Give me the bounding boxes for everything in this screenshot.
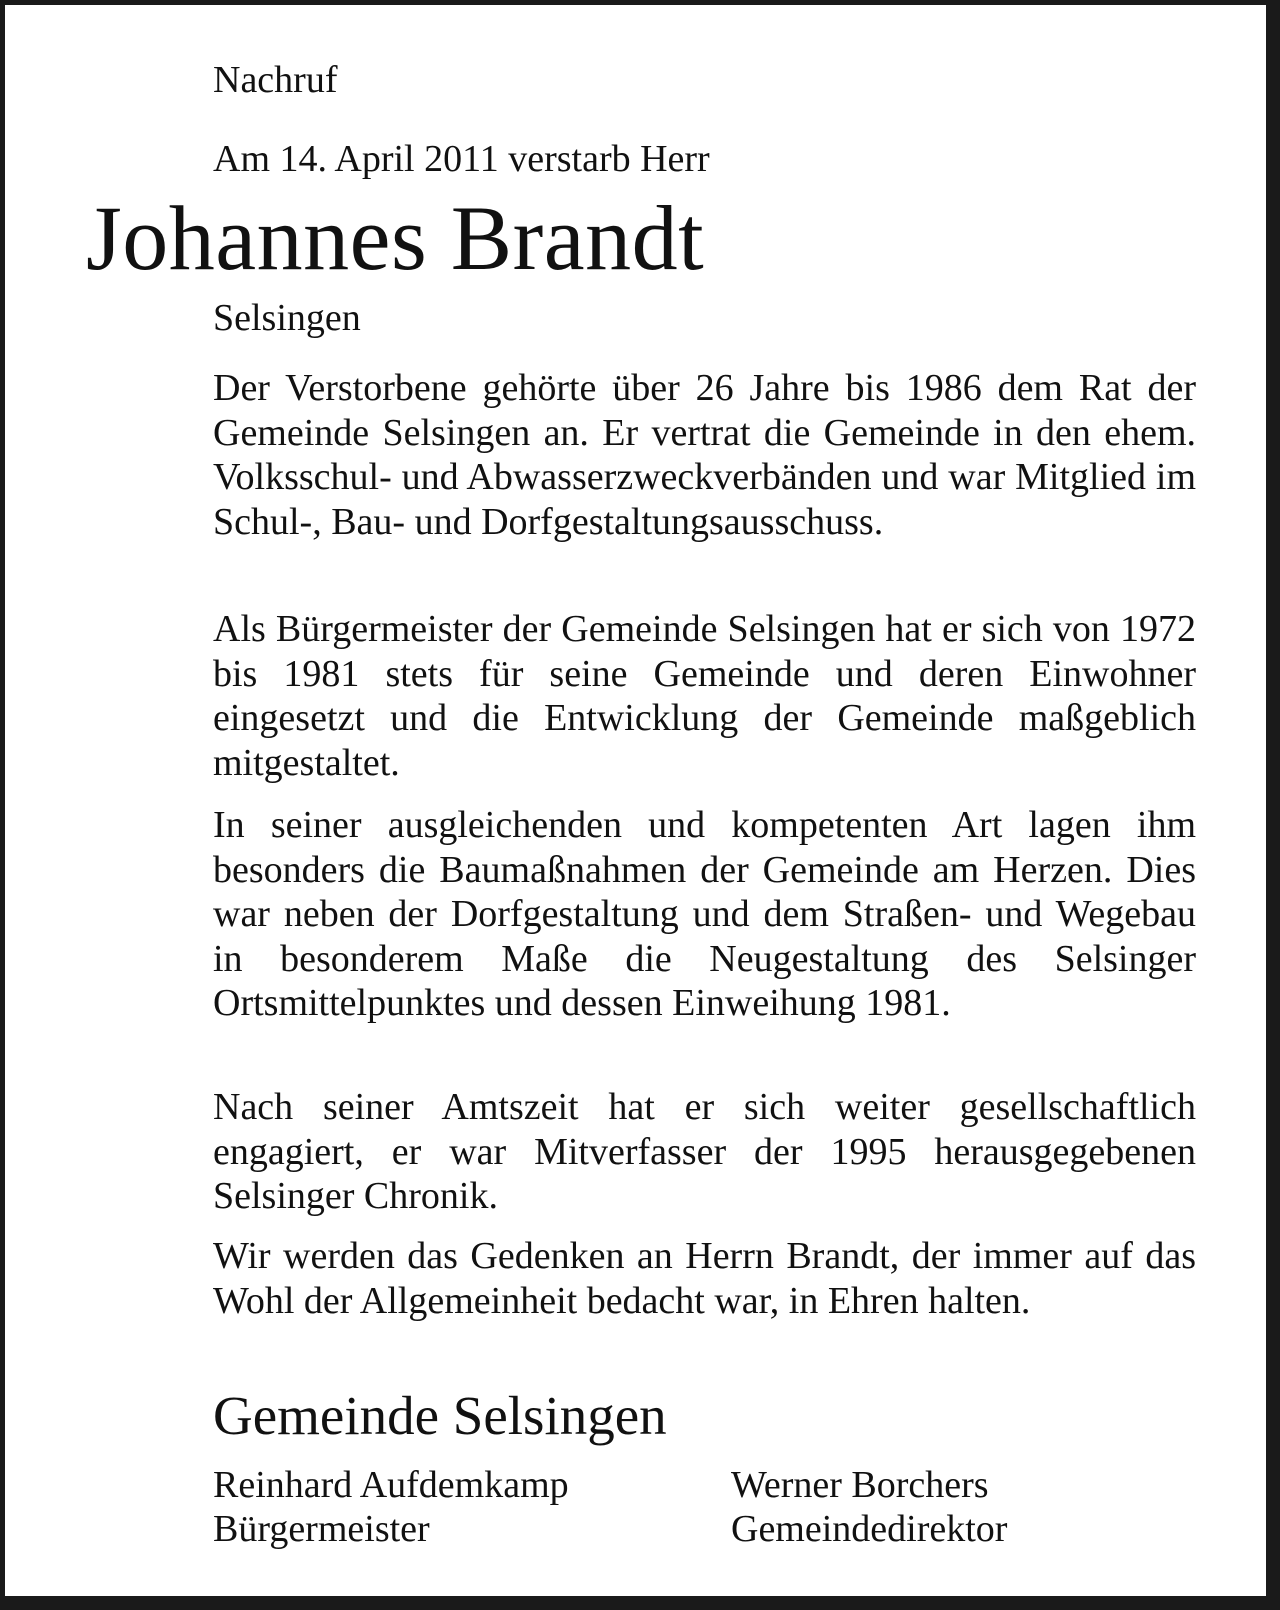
signatory-name: Reinhard Aufdemkamp bbox=[213, 1464, 569, 1506]
signatory-role: Gemeindedirektor bbox=[731, 1508, 1008, 1550]
paragraph-council: Der Verstorbene gehörte über 26 Jahre bis 1986 dem Rat der Gemeinde Selsingen an. Er vertrat die Gemeinde in den ehem. Volksschul- und Abwasserzweckverbänden und war Mitglied im Schul-, Bau- und Dorfgestaltungsausschuss. bbox=[213, 367, 1196, 543]
paragraph-mayor: Als Bürgermeister der Gemeinde Selsingen hat er sich von 1972 bis 1981 stets für seine Gemeinde und deren Einwohner eingesetzt und die Entwicklung der Gemeinde maßgeblich mitgestaltet. bbox=[213, 608, 1196, 784]
signatory-name: Werner Borchers bbox=[731, 1464, 989, 1506]
paragraph-chronicle: Nach seiner Amtszeit hat er sich weiter gesellschaftlich engagiert, er war Mitverfasser der 1995 herausgegebenen Selsinger Chronik. bbox=[213, 1086, 1196, 1217]
notice-heading: Nachruf bbox=[213, 59, 338, 101]
organization-name: Gemeinde Selsingen bbox=[213, 1385, 667, 1446]
death-announcement: Am 14. April 2011 verstarb Herr bbox=[213, 138, 710, 180]
paragraph-construction: In seiner ausgleichenden und kompetenten Art lagen ihm besonders die Baumaßnahmen der Gemeinde am Herzen. Dies war neben der Dorfgestaltung und dem Straßen- und Wegebau in besonderem Maße die Neugestaltung des Selsinger Ortsmittelpunktes und dessen Einweihung 1981. bbox=[213, 804, 1196, 1024]
paragraph-remembrance: Wir werden das Gedenken an Herrn Brandt, der immer auf das Wohl der Allgemeinheit bedacht war, in Ehren halten. bbox=[213, 1235, 1196, 1322]
deceased-name: Johannes Brandt bbox=[86, 187, 705, 289]
deceased-place: Selsingen bbox=[213, 297, 361, 339]
signatory-role: Bürgermeister bbox=[213, 1508, 430, 1550]
